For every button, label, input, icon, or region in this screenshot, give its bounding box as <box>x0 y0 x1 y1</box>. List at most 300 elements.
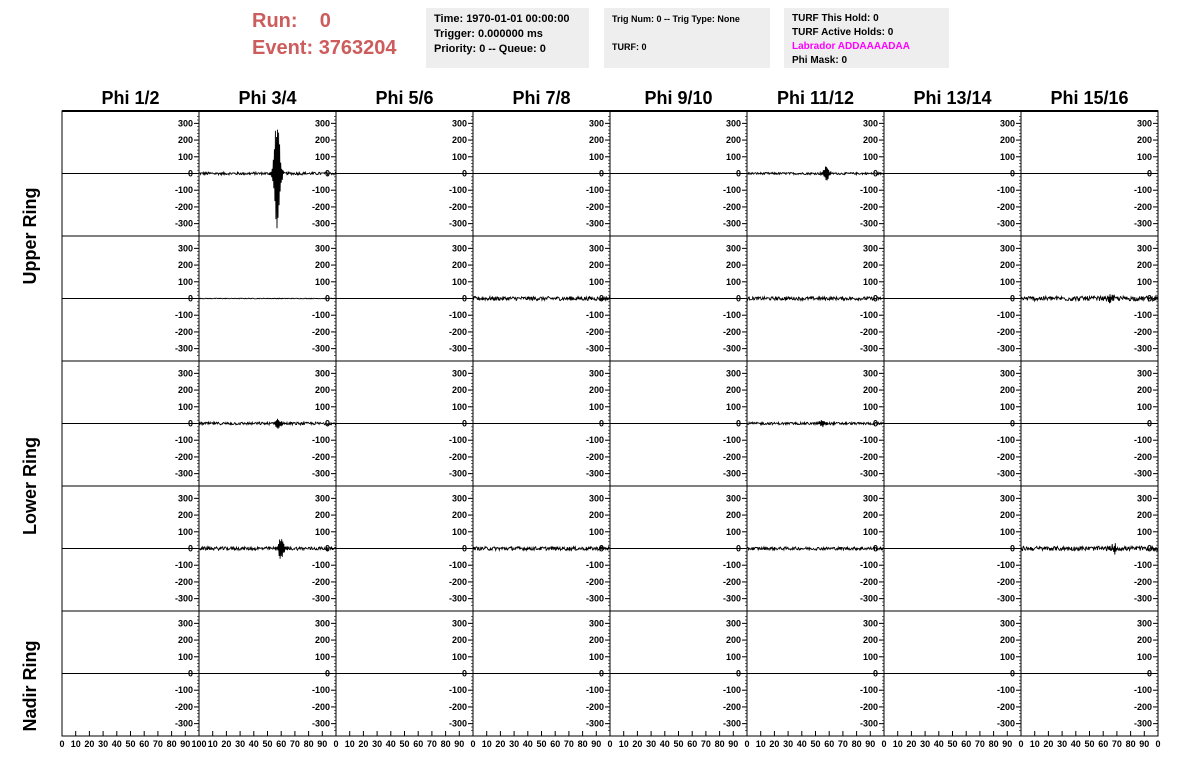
y-tick-label: 0 <box>1146 418 1152 429</box>
x-tick-label: 80 <box>166 739 177 749</box>
y-tick-label: 100 <box>999 401 1015 412</box>
y-tick-label: -300 <box>311 343 330 354</box>
x-tick-label: 20 <box>358 739 369 749</box>
x-tick-label: 90 <box>865 739 876 749</box>
trigger-text: Trigger: 0.000000 ms <box>434 28 543 40</box>
y-tick-label: -100 <box>722 435 741 446</box>
y-tick-label: 0 <box>1009 168 1015 179</box>
y-tick-label: 300 <box>177 368 193 379</box>
priority-text: Priority: 0 -- Queue: 0 <box>434 43 546 55</box>
y-tick-label: -100 <box>1133 560 1152 571</box>
y-tick-label: -100 <box>311 310 330 321</box>
y-tick-label: 300 <box>177 493 193 504</box>
column-title: Phi 1/2 <box>101 88 160 108</box>
y-tick-label: 300 <box>588 118 604 129</box>
y-tick-label: 200 <box>999 635 1015 646</box>
y-tick-label: -300 <box>1133 468 1152 479</box>
y-tick-label: -200 <box>585 576 604 587</box>
turf-active-holds: TURF Active Holds: 0 <box>792 27 894 38</box>
y-tick-label: -300 <box>311 593 330 604</box>
y-tick-label: 200 <box>1136 260 1152 271</box>
y-tick-label: -200 <box>1133 576 1152 587</box>
y-tick-label: 200 <box>314 385 330 396</box>
y-tick-label: 0 <box>735 168 741 179</box>
y-tick-label: 300 <box>588 493 604 504</box>
y-tick-label: 200 <box>725 635 741 646</box>
y-tick-label: -200 <box>448 576 467 587</box>
turf-this-hold: TURF This Hold: 0 <box>792 13 879 24</box>
x-tick-label: 50 <box>399 739 410 749</box>
x-tick-label: 60 <box>413 739 424 749</box>
x-tick-label: 70 <box>700 739 711 749</box>
y-tick-label: -100 <box>448 685 467 696</box>
x-tick-label: 60 <box>276 739 287 749</box>
y-tick-label: 200 <box>1136 135 1152 146</box>
y-tick-label: -200 <box>311 326 330 337</box>
y-tick-label: 200 <box>1136 635 1152 646</box>
y-tick-label: -200 <box>585 326 604 337</box>
y-tick-label: 200 <box>451 635 467 646</box>
x-tick-label: 90 <box>728 739 739 749</box>
y-tick-label: 300 <box>451 618 467 629</box>
y-tick-label: -300 <box>311 718 330 729</box>
y-tick-label: 100 <box>862 401 878 412</box>
y-tick-label: 300 <box>1136 243 1152 254</box>
y-tick-label: 200 <box>862 385 878 396</box>
y-tick-label: 200 <box>725 510 741 521</box>
y-tick-label: -100 <box>722 685 741 696</box>
y-tick-label: 200 <box>314 635 330 646</box>
x-tick-label: 10 <box>207 739 218 749</box>
y-tick-label: -200 <box>722 326 741 337</box>
y-tick-label: 100 <box>314 276 330 287</box>
x-tick-label: 10 <box>1029 739 1040 749</box>
y-tick-label: -100 <box>1133 310 1152 321</box>
y-tick-label: 0 <box>324 168 330 179</box>
x-tick-label: 70 <box>837 739 848 749</box>
y-tick-label: -200 <box>859 576 878 587</box>
x-tick-label: 0 <box>744 739 750 749</box>
y-tick-label: -200 <box>174 201 193 212</box>
y-tick-label: -200 <box>996 451 1015 462</box>
y-tick-label: 0 <box>324 418 330 429</box>
y-tick-label: 0 <box>598 293 604 304</box>
y-tick-label: 100 <box>999 151 1015 162</box>
y-tick-label: 0 <box>1146 168 1152 179</box>
y-tick-label: 100 <box>177 401 193 412</box>
y-tick-label: -300 <box>1133 593 1152 604</box>
x-tick-label: 70 <box>426 739 437 749</box>
y-tick-label: 300 <box>999 493 1015 504</box>
y-tick-label: 200 <box>1136 510 1152 521</box>
y-tick-label: 300 <box>588 368 604 379</box>
waveform-line <box>747 167 884 181</box>
y-tick-label: -300 <box>859 718 878 729</box>
y-tick-label: 300 <box>725 618 741 629</box>
y-tick-label: -300 <box>996 593 1015 604</box>
y-tick-label: 200 <box>451 260 467 271</box>
x-tick-label: 10 <box>70 739 81 749</box>
y-tick-label: 200 <box>588 260 604 271</box>
y-tick-label: 0 <box>1009 668 1015 679</box>
y-tick-label: 0 <box>1009 543 1015 554</box>
x-tick-label: 50 <box>947 739 958 749</box>
y-tick-label: 0 <box>872 668 878 679</box>
x-tick-label: 80 <box>851 739 862 749</box>
x-tick-label: 70 <box>1111 739 1122 749</box>
y-tick-label: 0 <box>598 543 604 554</box>
y-tick-label: 100 <box>1136 151 1152 162</box>
y-tick-label: -100 <box>1133 685 1152 696</box>
y-tick-label: -200 <box>859 701 878 712</box>
x-tick-label: 60 <box>687 739 698 749</box>
x-tick-label: 10 <box>344 739 355 749</box>
x-tick-label: 90 <box>1139 739 1150 749</box>
y-tick-label: 300 <box>1136 493 1152 504</box>
x-tick-label: 0 <box>881 739 887 749</box>
event-label: Event: <box>252 37 314 59</box>
y-tick-label: -300 <box>448 593 467 604</box>
y-tick-label: -200 <box>585 201 604 212</box>
y-tick-label: 200 <box>725 260 741 271</box>
y-tick-label: 300 <box>725 368 741 379</box>
y-tick-label: -100 <box>859 310 878 321</box>
y-tick-label: 100 <box>725 276 741 287</box>
y-tick-label: 0 <box>187 668 193 679</box>
y-tick-label: 100 <box>451 526 467 537</box>
y-tick-label: 300 <box>588 618 604 629</box>
y-tick-label: -100 <box>174 435 193 446</box>
y-tick-label: 300 <box>725 493 741 504</box>
y-tick-label: -300 <box>311 218 330 229</box>
y-tick-label: 200 <box>725 385 741 396</box>
y-tick-label: 300 <box>314 493 330 504</box>
x-tick-label: 0 <box>59 739 65 749</box>
y-tick-label: 200 <box>451 135 467 146</box>
y-tick-label: -300 <box>722 593 741 604</box>
turf-text: TURF: 0 <box>612 42 647 52</box>
y-tick-label: 200 <box>999 510 1015 521</box>
y-tick-label: 0 <box>187 293 193 304</box>
y-tick-label: 0 <box>187 168 193 179</box>
y-tick-label: 300 <box>725 243 741 254</box>
x-tick-label: 30 <box>372 739 383 749</box>
y-tick-label: 300 <box>451 368 467 379</box>
y-tick-label: 300 <box>177 618 193 629</box>
y-tick-label: 0 <box>1009 293 1015 304</box>
x-tick-label: 70 <box>152 739 163 749</box>
y-tick-label: -100 <box>448 560 467 571</box>
y-tick-label: 300 <box>999 118 1015 129</box>
y-tick-label: 0 <box>872 418 878 429</box>
x-tick-label: 70 <box>563 739 574 749</box>
y-tick-label: 200 <box>588 510 604 521</box>
y-tick-label: 100 <box>314 651 330 662</box>
y-tick-label: -200 <box>722 451 741 462</box>
y-tick-label: -200 <box>996 201 1015 212</box>
y-tick-label: 100 <box>725 151 741 162</box>
run-value: 0 <box>319 10 331 32</box>
waveform-line <box>1021 543 1158 554</box>
y-tick-label: 300 <box>588 243 604 254</box>
y-tick-label: 0 <box>872 168 878 179</box>
x-tick-label: 20 <box>769 739 780 749</box>
x-tick-label: 0 <box>607 739 613 749</box>
y-tick-label: 0 <box>461 168 467 179</box>
y-tick-label: 100 <box>177 651 193 662</box>
x-tick-label: 60 <box>824 739 835 749</box>
event-value: 3763204 <box>318 37 397 59</box>
x-tick-label: 50 <box>536 739 547 749</box>
x-tick-label: 60 <box>1098 739 1109 749</box>
x-tick-label: 70 <box>289 739 300 749</box>
waveform-line <box>199 539 336 559</box>
x-tick-label: 60 <box>139 739 150 749</box>
y-tick-label: -200 <box>722 576 741 587</box>
x-tick-label: 30 <box>509 739 520 749</box>
x-tick-label: 40 <box>385 739 396 749</box>
y-tick-label: -200 <box>996 326 1015 337</box>
y-tick-label: -200 <box>311 576 330 587</box>
y-tick-label: 0 <box>461 668 467 679</box>
y-tick-label: 100 <box>177 276 193 287</box>
x-tick-label: 40 <box>111 739 122 749</box>
y-tick-label: -100 <box>174 560 193 571</box>
y-tick-label: 200 <box>314 510 330 521</box>
x-tick-label: 10 <box>618 739 629 749</box>
y-tick-label: 100 <box>1136 651 1152 662</box>
y-tick-label: -200 <box>311 451 330 462</box>
y-tick-label: -200 <box>311 701 330 712</box>
y-tick-label: -100 <box>174 685 193 696</box>
y-tick-label: 100 <box>314 526 330 537</box>
y-tick-label: 100 <box>451 401 467 412</box>
y-tick-label: 0 <box>735 293 741 304</box>
y-tick-label: 300 <box>1136 618 1152 629</box>
y-tick-label: 0 <box>187 543 193 554</box>
x-tick-label: 50 <box>1084 739 1095 749</box>
x-tick-label: 60 <box>550 739 561 749</box>
y-tick-label: -100 <box>585 435 604 446</box>
x-tick-label: 20 <box>495 739 506 749</box>
x-tick-label: 30 <box>646 739 657 749</box>
column-title: Phi 13/14 <box>913 88 992 108</box>
y-tick-label: -100 <box>1133 185 1152 196</box>
column-title: Phi 5/6 <box>375 88 434 108</box>
x-tick-label: 90 <box>591 739 602 749</box>
y-tick-label: -100 <box>585 310 604 321</box>
y-tick-label: -200 <box>1133 451 1152 462</box>
x-tick-label: 10 <box>755 739 766 749</box>
y-tick-label: 0 <box>324 543 330 554</box>
y-tick-label: 100 <box>862 651 878 662</box>
y-tick-label: -300 <box>174 468 193 479</box>
y-tick-label: -300 <box>1133 343 1152 354</box>
y-tick-label: 300 <box>999 243 1015 254</box>
x-tick-label: 50 <box>262 739 273 749</box>
y-tick-label: -200 <box>722 701 741 712</box>
y-tick-label: 300 <box>177 243 193 254</box>
y-tick-label: -200 <box>585 451 604 462</box>
y-tick-label: 100 <box>999 276 1015 287</box>
x-tick-label: 50 <box>125 739 136 749</box>
x-tick-label: 20 <box>632 739 643 749</box>
waveform-line <box>473 547 610 551</box>
y-tick-label: -200 <box>859 201 878 212</box>
y-tick-label: 100 <box>1136 276 1152 287</box>
y-tick-label: -100 <box>174 310 193 321</box>
y-tick-label: -300 <box>996 343 1015 354</box>
y-tick-label: -100 <box>448 310 467 321</box>
y-tick-label: 200 <box>314 260 330 271</box>
x-tick-label: 70 <box>974 739 985 749</box>
x-tick-label: 20 <box>84 739 95 749</box>
y-tick-label: -100 <box>996 435 1015 446</box>
y-tick-label: 200 <box>588 635 604 646</box>
y-tick-label: 0 <box>324 293 330 304</box>
y-tick-label: -100 <box>859 560 878 571</box>
waveform-line <box>1021 294 1158 303</box>
y-tick-label: 300 <box>1136 368 1152 379</box>
y-tick-label: -100 <box>311 685 330 696</box>
y-tick-label: 0 <box>461 293 467 304</box>
y-tick-label: -300 <box>585 218 604 229</box>
y-tick-label: -200 <box>859 451 878 462</box>
y-tick-label: -300 <box>448 218 467 229</box>
x-tick-label: 40 <box>659 739 670 749</box>
y-tick-label: -200 <box>448 451 467 462</box>
x-tick-label: 30 <box>783 739 794 749</box>
y-tick-label: -300 <box>996 718 1015 729</box>
y-tick-label: 200 <box>588 385 604 396</box>
y-tick-label: -200 <box>448 701 467 712</box>
y-tick-label: 300 <box>999 368 1015 379</box>
y-tick-label: 300 <box>862 118 878 129</box>
column-title: Phi 15/16 <box>1050 88 1129 108</box>
y-tick-label: -300 <box>585 468 604 479</box>
y-tick-label: 100 <box>451 651 467 662</box>
y-tick-label: 100 <box>588 276 604 287</box>
y-tick-label: -300 <box>448 468 467 479</box>
y-tick-label: 0 <box>1146 293 1152 304</box>
y-tick-label: 300 <box>1136 118 1152 129</box>
waveform-line <box>747 547 884 550</box>
y-tick-label: -300 <box>859 343 878 354</box>
y-tick-label: 100 <box>588 526 604 537</box>
x-tick-label: 90 <box>454 739 465 749</box>
y-tick-label: -200 <box>996 576 1015 587</box>
y-tick-label: 100 <box>862 276 878 287</box>
y-tick-label: -300 <box>859 218 878 229</box>
x-tick-label: 40 <box>933 739 944 749</box>
x-tick-label: 30 <box>920 739 931 749</box>
y-tick-label: -300 <box>859 593 878 604</box>
y-tick-label: -100 <box>585 185 604 196</box>
y-tick-label: 200 <box>451 385 467 396</box>
x-tick-label: 80 <box>303 739 314 749</box>
x-tick-label: 0 <box>1155 739 1161 749</box>
y-tick-label: 300 <box>314 118 330 129</box>
y-tick-label: 100 <box>862 151 878 162</box>
y-tick-label: -200 <box>996 701 1015 712</box>
y-tick-label: 300 <box>451 493 467 504</box>
x-tick-label: 60 <box>961 739 972 749</box>
y-tick-label: -100 <box>859 435 878 446</box>
y-tick-label: 100 <box>451 276 467 287</box>
y-tick-label: -200 <box>1133 201 1152 212</box>
x-tick-label: 90 <box>1002 739 1013 749</box>
x-tick-label: 0 <box>470 739 476 749</box>
x-tick-label: 40 <box>796 739 807 749</box>
column-title: Phi 9/10 <box>644 88 713 108</box>
x-tick-label: 40 <box>1070 739 1081 749</box>
y-tick-label: -100 <box>448 185 467 196</box>
y-tick-label: 300 <box>862 618 878 629</box>
y-tick-label: -300 <box>174 593 193 604</box>
y-tick-label: 300 <box>314 618 330 629</box>
row-group-title: Upper Ring <box>20 187 40 285</box>
y-tick-label: 200 <box>999 260 1015 271</box>
y-tick-label: -100 <box>311 185 330 196</box>
x-tick-label: 50 <box>673 739 684 749</box>
y-tick-label: -300 <box>996 468 1015 479</box>
y-tick-label: -300 <box>996 218 1015 229</box>
run-label: Run: <box>252 10 298 32</box>
y-tick-label: 200 <box>451 510 467 521</box>
y-tick-label: 300 <box>314 243 330 254</box>
y-tick-label: -300 <box>448 718 467 729</box>
y-tick-label: 0 <box>1009 418 1015 429</box>
y-tick-label: -200 <box>174 451 193 462</box>
y-tick-label: 100 <box>177 526 193 537</box>
y-tick-label: 300 <box>999 618 1015 629</box>
y-tick-label: -200 <box>448 326 467 337</box>
y-tick-label: 0 <box>735 418 741 429</box>
y-tick-label: -100 <box>996 560 1015 571</box>
phi-mask-text: Phi Mask: 0 <box>792 55 848 66</box>
y-tick-label: -300 <box>722 218 741 229</box>
y-tick-label: 200 <box>314 135 330 146</box>
y-tick-label: -100 <box>996 185 1015 196</box>
y-tick-label: 100 <box>1136 401 1152 412</box>
y-tick-label: 100 <box>1136 526 1152 537</box>
x-tick-label: 80 <box>440 739 451 749</box>
x-tick-label: 80 <box>714 739 725 749</box>
y-tick-label: -300 <box>1133 218 1152 229</box>
x-tick-label: 30 <box>1057 739 1068 749</box>
y-tick-label: 100 <box>588 651 604 662</box>
y-tick-label: -100 <box>448 435 467 446</box>
y-tick-label: 100 <box>862 526 878 537</box>
column-title: Phi 7/8 <box>512 88 571 108</box>
x-tick-label: 10 <box>892 739 903 749</box>
y-tick-label: -100 <box>722 560 741 571</box>
y-tick-label: 200 <box>177 635 193 646</box>
y-tick-label: -100 <box>722 310 741 321</box>
y-tick-label: 0 <box>735 543 741 554</box>
y-tick-label: -300 <box>585 593 604 604</box>
y-tick-label: -300 <box>174 718 193 729</box>
y-tick-label: -300 <box>1133 718 1152 729</box>
y-tick-label: 300 <box>314 368 330 379</box>
y-tick-label: 200 <box>177 260 193 271</box>
y-tick-label: -100 <box>311 435 330 446</box>
y-tick-label: 100 <box>451 151 467 162</box>
y-tick-label: -100 <box>1133 435 1152 446</box>
y-tick-label: 100 <box>177 151 193 162</box>
y-tick-label: -200 <box>174 326 193 337</box>
x-tick-label: 30 <box>235 739 246 749</box>
